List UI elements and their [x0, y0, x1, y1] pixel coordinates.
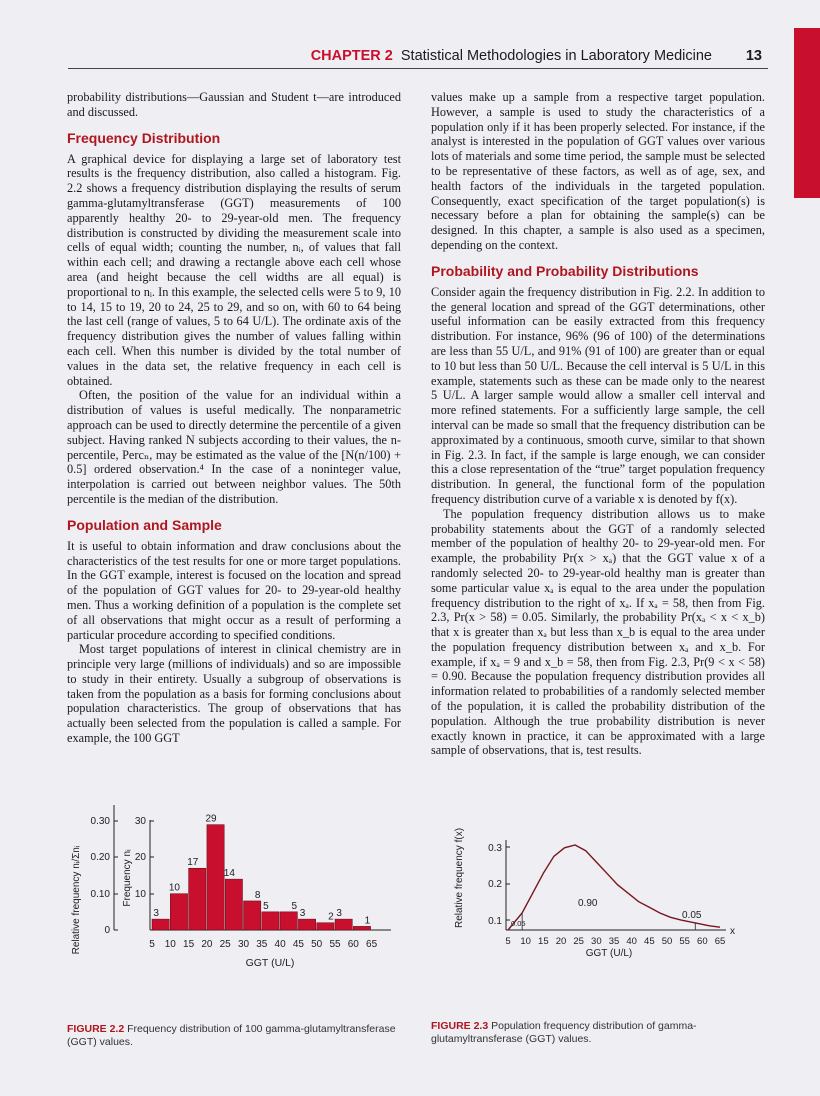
area-left-label: 0.05 — [511, 919, 526, 928]
x-tick-label: 25 — [573, 936, 584, 947]
x-tick-label: 50 — [311, 939, 323, 950]
paragraph: The population frequency distribution allows us to make probability statements about the GGT of a randomly selected member of the population of healthy 20- to 29-year-old men. For example, the probability Pr(x > xₐ) that the GGT value x of a randomly selected 20- to 29-year-old healthy man is greater than some particular value xₐ is equal to the area under the population frequency distribution to the right of xₐ. If xₐ = 58, then from Fig. 2.3, Pr(x > 58) = 0.05. Similarly, the probability Pr(xₐ < x < x_b) that x is greater than xₐ but less than x_b is equal to the area under the population frequency distribution between xₐ and x_b. For example, if xₐ = 9 and x_b = 58, then from Fig. 2.3, Pr(9 < x < 58) = 0.90. Because the population frequency distribution provides all information related to probabilities of a randomly selected member of the population, it is called the probability distribution of the population. Although the true probability distribution is never exactly known in practice, it can be approximated with a large sample of observations, that is, test results. — [431, 506, 765, 758]
figure-2-2-caption — [67, 1023, 401, 1049]
chapter-title: Statistical Methodologies in Laboratory Medicine — [400, 48, 712, 64]
x-tick-label: 35 — [256, 939, 268, 950]
histogram-bar — [280, 912, 297, 930]
frequency-tick-label: 10 — [134, 889, 146, 900]
x-tick-label: 20 — [555, 936, 567, 947]
x-tick-label: 55 — [329, 939, 341, 950]
paragraph: Most target populations of interest in clinical chemistry are in principle very large (millions of individuals) and so are impossible to study in their entirety. Usually a subgroup of observations is taken from the population as a basis for forming conclusions about population characteristics. The group of observations that has actually been selected from the population is called a sample. For example, the 100 GGT — [67, 642, 401, 746]
x-tick-label: 55 — [679, 936, 690, 947]
distribution-chart — [448, 820, 748, 1020]
x-tick-label: 60 — [697, 936, 708, 947]
histogram-bar — [353, 926, 370, 930]
x-tick-label: 30 — [591, 936, 602, 947]
relative-tick-label: 0 — [104, 925, 110, 936]
paragraph: Often, the position of the value for an individual within a distribution of values is useful medically. The nonparametric approach can be used to directly determine the percentile of a given subject. Having ranked N subjects according to their values, the n-percentile, Percₙ, may be estimated as the value of the [N(n/100) + 0.5] ordered observation.⁴ In the case of a noninteger value, interpolation is carried out between neighbor values. The 50th percentile is the median of the distribution. — [67, 388, 401, 506]
histogram-bar — [189, 868, 206, 930]
chapter-heading — [311, 48, 712, 64]
histogram-bar — [262, 912, 279, 930]
histogram-bar — [225, 879, 242, 930]
relative-tick-label: 0.10 — [90, 889, 110, 900]
y-tick-label: 0.1 — [488, 916, 502, 927]
bar-value-label: 5 — [291, 900, 298, 912]
x-tick-label: 65 — [714, 936, 726, 947]
frequency-tick-label: 30 — [134, 816, 146, 827]
figure-2-2 — [66, 800, 406, 1015]
x-tick-label: 15 — [183, 939, 195, 950]
figure-2-3-caption — [431, 1020, 765, 1046]
caption-text: Population frequency distribution of gamma-glutamyltransferase (GGT) values. — [431, 1020, 697, 1045]
x-tick-label: 45 — [644, 936, 655, 947]
bar-value-label: 3 — [153, 908, 159, 920]
histogram-bar — [317, 923, 334, 930]
intro-paragraph: probability distributions—Gaussian and Student t—are introduced and discussed. — [67, 90, 401, 119]
x-tick-label: 25 — [219, 939, 231, 950]
relative-tick-label: 0.30 — [90, 816, 110, 827]
x-axis-label: GGT (U/L) — [585, 948, 633, 959]
y-axis-label: Relative frequency f(x) — [454, 827, 465, 929]
x-tick-label: 45 — [292, 939, 304, 950]
bar-value-label: 29 — [205, 813, 217, 825]
figure-2-3 — [448, 820, 748, 1020]
caption-label: FIGURE 2.3 — [431, 1020, 489, 1032]
frequency-tick-label: 20 — [134, 852, 146, 863]
section-heading-frequency: Frequency Distribution — [67, 129, 221, 146]
bar-value-label: 17 — [187, 857, 199, 869]
x-tick-labels — [149, 939, 377, 950]
relative-tick-label: 0.20 — [90, 852, 110, 863]
bar-value-label: 3 — [336, 908, 342, 920]
y-axis-label-frequency: Frequency nᵢ — [122, 849, 133, 907]
y-tick-label: 0.3 — [488, 843, 502, 854]
histogram-bar — [207, 825, 224, 930]
x-tick-label: 30 — [237, 939, 250, 950]
chapter-tab — [794, 28, 820, 198]
x-tick-label: 5 — [505, 936, 511, 947]
page-number: 13 — [745, 48, 762, 64]
x-tick-label: 20 — [201, 939, 213, 950]
histogram-bar — [244, 901, 261, 930]
x-tick-label: 50 — [661, 936, 673, 947]
bar-value-label: 2 — [328, 911, 334, 923]
x-tick-label: 10 — [520, 936, 531, 947]
bar-value-label: 8 — [254, 889, 261, 901]
area-right-label: 0.05 — [682, 910, 702, 921]
x-tick-label: 60 — [347, 939, 359, 950]
x-tick-label: 10 — [164, 939, 176, 950]
x-tick-label: 40 — [274, 939, 286, 950]
paragraph: values make up a sample from a respective target population. However, a sample is used to study the characteristics of a population only if it has been properly selected. For instance, if the analyst is interested in the population of GGT values over various lots of materials and some time period, the sample must be selected to be representative of these factors, as well as of age, sex, and health factors of the individuals in the targeted population. Consequently, exact specification of the target population(s) is necessary before a plan for obtaining the sample(s) can be designed. In this chapter, a sample is also used as a specimen, depending on the context. — [431, 90, 765, 252]
paragraph: A graphical device for displaying a large set of laboratory test results is the frequency distribution, also called a histogram. Fig. 2.2 shows a frequency distribution displaying the results of serum gamma-glutamyltransferase (GGT) measurements of 100 apparently healthy 20- to 29-year-old men. The frequency distribution is constructed by dividing the measurement scale into cells of equal width; counting the number, nᵢ, of values that fall within each cell; and drawing a rectangle above each cell whose area (and height because the cell widths are all equal) is proportional to nᵢ. In this example, the selected cells were 5 to 9, 10 to 14, 15 to 19, 20 to 24, 25 to 29, and so on, with 60 to 64 being the last cell (range of values, 5 to 64 U/L). The ordinate axis of the frequency distribution gives the number of values falling within each cell. When this number is divided by the total number of values in the data set, the relative frequency in each cell is obtained. — [67, 151, 401, 388]
histogram-bar — [152, 919, 169, 930]
histogram-chart — [66, 800, 406, 1015]
y-axis-label-relative: Relative frequency nᵢ/Σnᵢ — [71, 845, 82, 955]
bar-value-label: 14 — [223, 868, 235, 880]
x-axis-label: GGT (U/L) — [245, 957, 295, 969]
y-tick-label: 0.2 — [488, 879, 502, 890]
x-axis-symbol: x — [730, 926, 735, 937]
x-tick-label: 15 — [538, 936, 549, 947]
bar-value-label: 5 — [263, 900, 269, 912]
x-tick-label: 65 — [366, 939, 378, 950]
bar-value-label: 1 — [364, 915, 371, 927]
paragraph: Consider again the frequency distribution in Fig. 2.2. In addition to the general location and spread of the GGT determinations, other useful information can be easily extracted from this frequency distribution. For instance, 96% (96 of 100) of the determinations are less than 55 U/L, and 91% (91 of 100) are greater than or equal to 10 but less than 50 U/L. Because the cell interval is 5 U/L in this example, statements such as these can be made only to the nearest 5 U/L. A larger sample would allow a smaller cell interval and more refined statements. For a sufficiently large sample, the cell interval can be made so small that the frequency distribution can be approximated by a continuous, smooth curve, similar to that shown in Fig. 2.3. In fact, if the sample is large enough, we can consider this a close representation of the “true” target population frequency distribution. In general, the functional form of the population frequency distribution curve of a variable x is denoted by f(x). — [431, 284, 765, 506]
right-column — [431, 90, 765, 758]
histogram-bar — [298, 919, 315, 930]
caption-text: Frequency distribution of 100 gamma-glutamyltransferase (GGT) values. — [67, 1023, 396, 1048]
histogram-bar — [170, 894, 187, 930]
x-tick-label: 35 — [608, 936, 620, 947]
running-header — [68, 46, 768, 69]
x-tick-label: 5 — [149, 939, 155, 950]
histogram-bars — [152, 814, 371, 930]
paragraph: It is useful to obtain information and draw conclusions about the characteristics of the test results for one or more target populations. In the GGT example, interest is focused on the location and spread of the population of GGT values for 20- to 29-year-old healthy men. Thus a working definition of a population is the complete set of all observations that might occur as a result of performing a particular procedure according to specified conditions. — [67, 538, 401, 642]
caption-label: FIGURE 2.2 — [67, 1023, 125, 1035]
bar-value-label: 3 — [299, 908, 306, 920]
bar-value-label: 10 — [168, 882, 181, 894]
section-heading-probability: Probability and Probability Distributions — [431, 262, 699, 279]
left-column — [67, 90, 401, 746]
section-heading-population: Population and Sample — [67, 516, 222, 533]
x-tick-label: 40 — [626, 936, 637, 947]
histogram-bar — [335, 919, 352, 930]
area-middle-label: 0.90 — [578, 898, 598, 909]
x-tick-labels — [505, 936, 725, 947]
chapter-label: CHAPTER 2 — [310, 48, 393, 64]
